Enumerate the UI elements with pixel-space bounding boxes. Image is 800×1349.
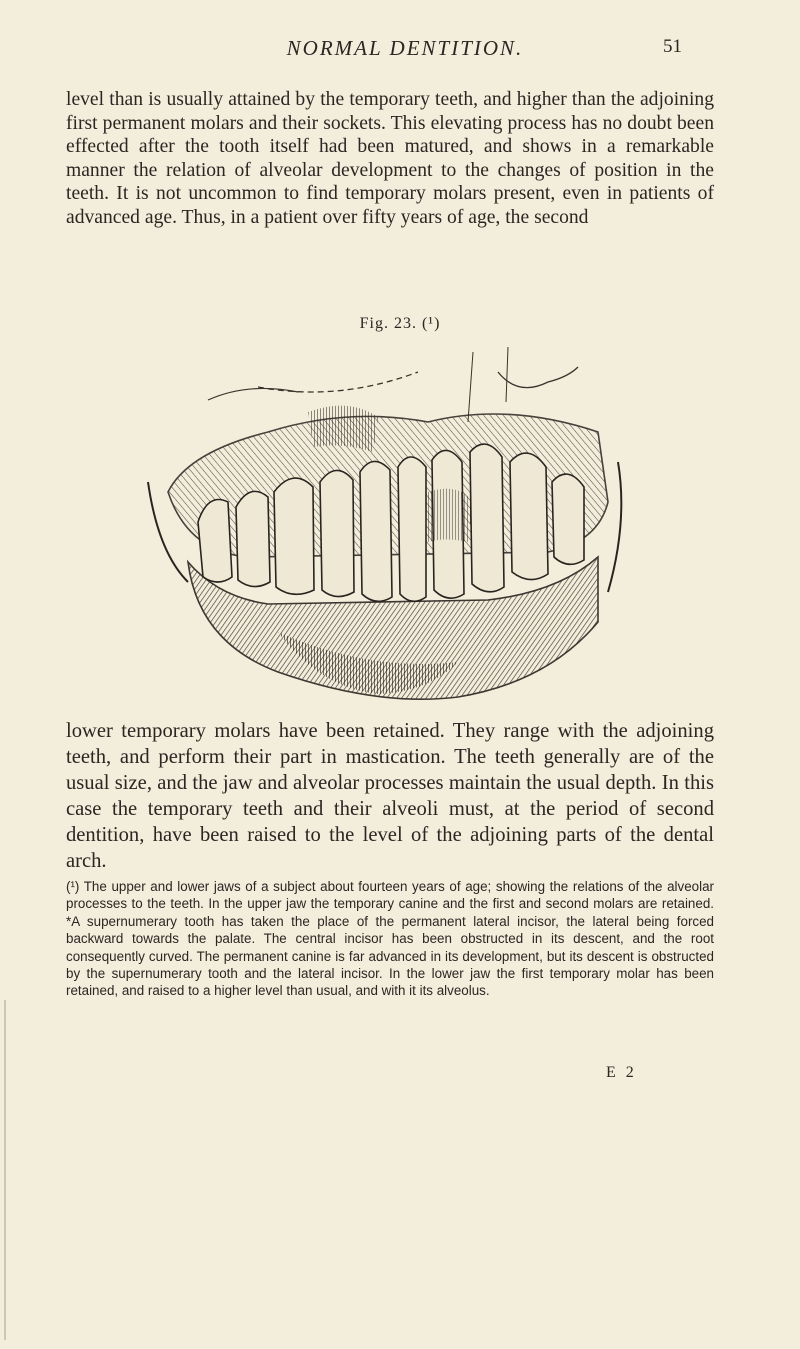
jaw-engraving-illustration (128, 342, 642, 714)
figure-footnote: (¹) The upper and lower jaws of a subject about fourteen years of age; showing the relations of the alveolar processes to the teeth. In the upper jaw the temporary canine and the first and second molars are retained. *A supernumerary tooth has taken the place of the permanent lateral incisor, the lateral being forced backward towards the palate. The central incisor has been obstructed in its descent, and the root consequently curved. The permanent canine is far advanced in its development, but its descent is obstructed by the supernumerary tooth and the lateral incisor. In the lower jaw the first temporary molar has been retained, and raised to a higher level than usual, and with it its alveolus. (66, 879, 714, 999)
figure-caption: Fig. 23. (¹) (359, 315, 441, 332)
body-paragraph-bottom: lower temporary molars have been retained. They range with the adjoining teeth, and perform their part in mastication. The teeth generally are of the usual size, and the jaw and alveolar processes maintain the usual depth. In this case the temporary teeth and their alveoli must, at the period of second dentition, have been raised to the level of the adjoining parts of the dental arch. (66, 720, 714, 872)
signature-mark: E 2 (606, 1064, 637, 1081)
body-paragraph-top: level than is usually attained by the temporary teeth, and higher than the adjoining first permanent molars and their sockets. This elevating process has no doubt been effected after the tooth itself had been matured, and shows in a remarkable manner the relation of alveolar development to the changes of position in the teeth. It is not uncommon to find temporary molars present, even in patients of advanced age. Thus, in a patient over fifty years of age, the second (66, 89, 714, 228)
running-head: NORMAL DENTITION. (286, 36, 524, 60)
page-edge-line (4, 1000, 6, 1340)
page-number: 51 (663, 36, 682, 57)
